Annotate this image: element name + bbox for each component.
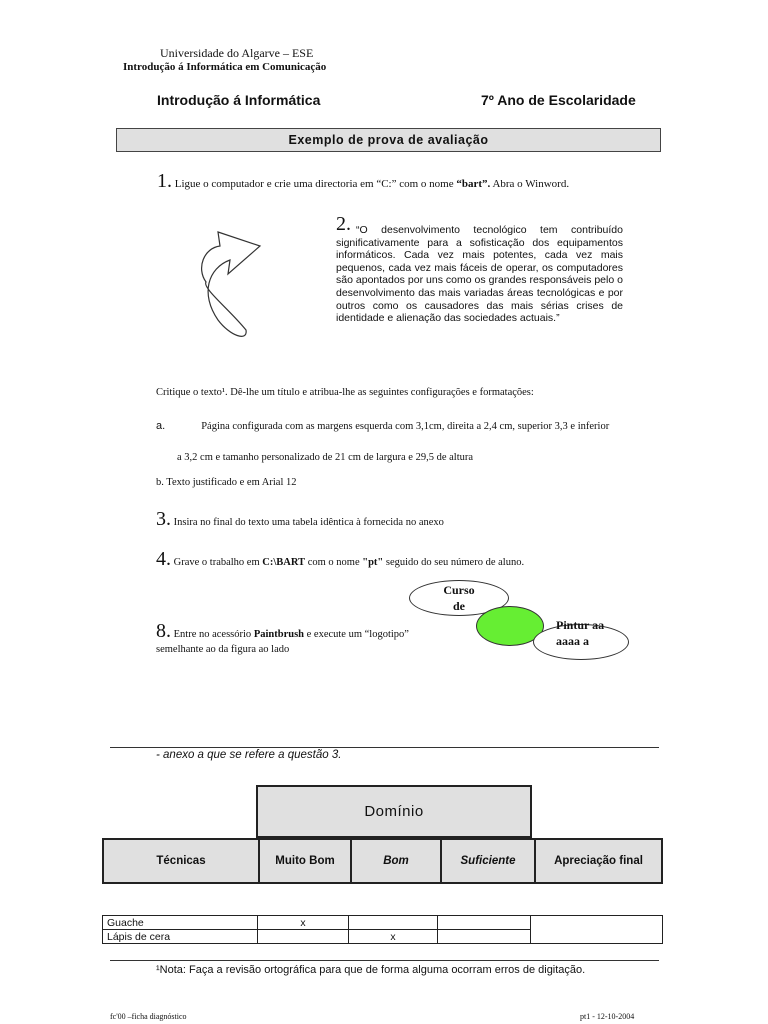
table-row [103,916,663,930]
evaluation-header-table [102,838,663,884]
item-a-label: a. [156,420,166,432]
question-8-number: 8. [156,620,171,642]
question-8-text-a: Entre no acessório [171,629,254,640]
grade-label: 7º Ano de Escolaridade [481,92,636,108]
row-1-suficiente [438,930,531,944]
col-muito-bom: Muito Bom [259,839,351,883]
question-1-text-a: Ligue o computador e crie uma directoria em “C:” com o nome [172,178,457,190]
subject-title: Introdução á Informática [157,92,321,108]
note-divider [110,960,659,961]
question-4-text-b: com o nome [305,557,363,568]
logo-text-2: Pintur aaaaaa a [556,618,605,648]
evaluation-data-table [102,915,663,944]
question-4 [156,548,524,571]
row-1-bom: x [349,930,438,944]
item-a-text: Página configurada com as margens esquerda com 3,1cm, direita a 2,4 cm, superior 3,3 e inferior [201,421,610,432]
question-1-bold: “bart”. [456,178,491,190]
item-b: b. Texto justificado e em Arial 12 [156,477,297,488]
question-1-number: 1. [157,170,172,192]
question-4-name: "pt" [362,557,384,568]
question-8-text-b: e execute um “logotipo” semelhante ao da figura ao lado [156,629,409,655]
question-3-number: 3. [156,508,171,530]
question-3-text: Insira no final do texto uma tabela idêntica à fornecida no anexo [171,517,444,528]
question-4-text-c: seguido do seu número de aluno. [383,557,525,568]
question-4-path: C:\BART [262,557,306,568]
footer-right: pt1 - 12-10-2004 [580,1012,635,1021]
header-row [103,839,662,883]
row-0-suficiente [438,916,531,930]
row-0-technique: Guache [103,916,258,930]
col-bom: Bom [351,839,441,883]
row-0-bom [349,916,438,930]
question-2-text: “O desenvolvimento tecnológico tem contribuído significativamente para a sofisticação dos equipamentos informáticos. Cada vez mais potentes, cada vez mais pequenos, cada vez mais fáceis de operar, os computadores são apontados por uns como os grandes responsáveis pelo o desenvolvimento das mais variadas áreas tecnológicas e por outros como os causadores das mais sérias crises de identidade e alienação das sociedades actuais.” [336,224,623,325]
critique-instruction: Critique o texto¹. Dê-lhe um título e atribua-lhe as seguintes configurações e formatações: [156,387,534,398]
annex-caption: - anexo a que se refere a questão 3. [156,749,342,761]
question-1 [157,170,569,193]
course-name: Introdução á Informática em Comunicação [123,61,327,73]
question-3 [156,508,444,531]
footnote: ¹Nota: Faça a revisão ortográfica para que de forma alguma ocorram erros de digitação. [156,964,586,976]
question-1-text-b: Abra o Winword. [490,178,570,190]
question-4-text-a: Grave o trabalho em [171,557,263,568]
question-8-app: Paintbrush [253,629,304,640]
row-final-cell [531,916,663,944]
col-apreciacao-final: Apreciação final [535,839,662,883]
question-2-number: 2. [336,213,351,235]
curved-arrow-drawing [190,224,270,344]
question-2-quote [336,224,623,325]
logo-text-1: Curso de [443,583,475,613]
question-8 [156,620,416,657]
arrow-shape [202,232,260,336]
row-0-muito-bom: x [258,916,349,930]
question-4-number: 4. [156,548,171,570]
footer-left: fc'00 –ficha diagnóstico [110,1012,187,1021]
row-1-muito-bom [258,930,349,944]
exam-banner: Exemplo de prova de avaliação [116,128,661,152]
col-tecnicas: Técnicas [103,839,259,883]
item-a [156,420,626,433]
col-suficiente: Suficiente [441,839,535,883]
annex-divider [110,747,659,748]
row-1-technique: Lápis de cera [103,930,258,944]
table-domain-header: Domínio [256,785,532,838]
item-a-continued: a 3,2 cm e tamanho personalizado de 21 cm de largura e 29,5 de altura [177,452,474,463]
university-name: Universidade do Algarve – ESE [160,46,314,60]
